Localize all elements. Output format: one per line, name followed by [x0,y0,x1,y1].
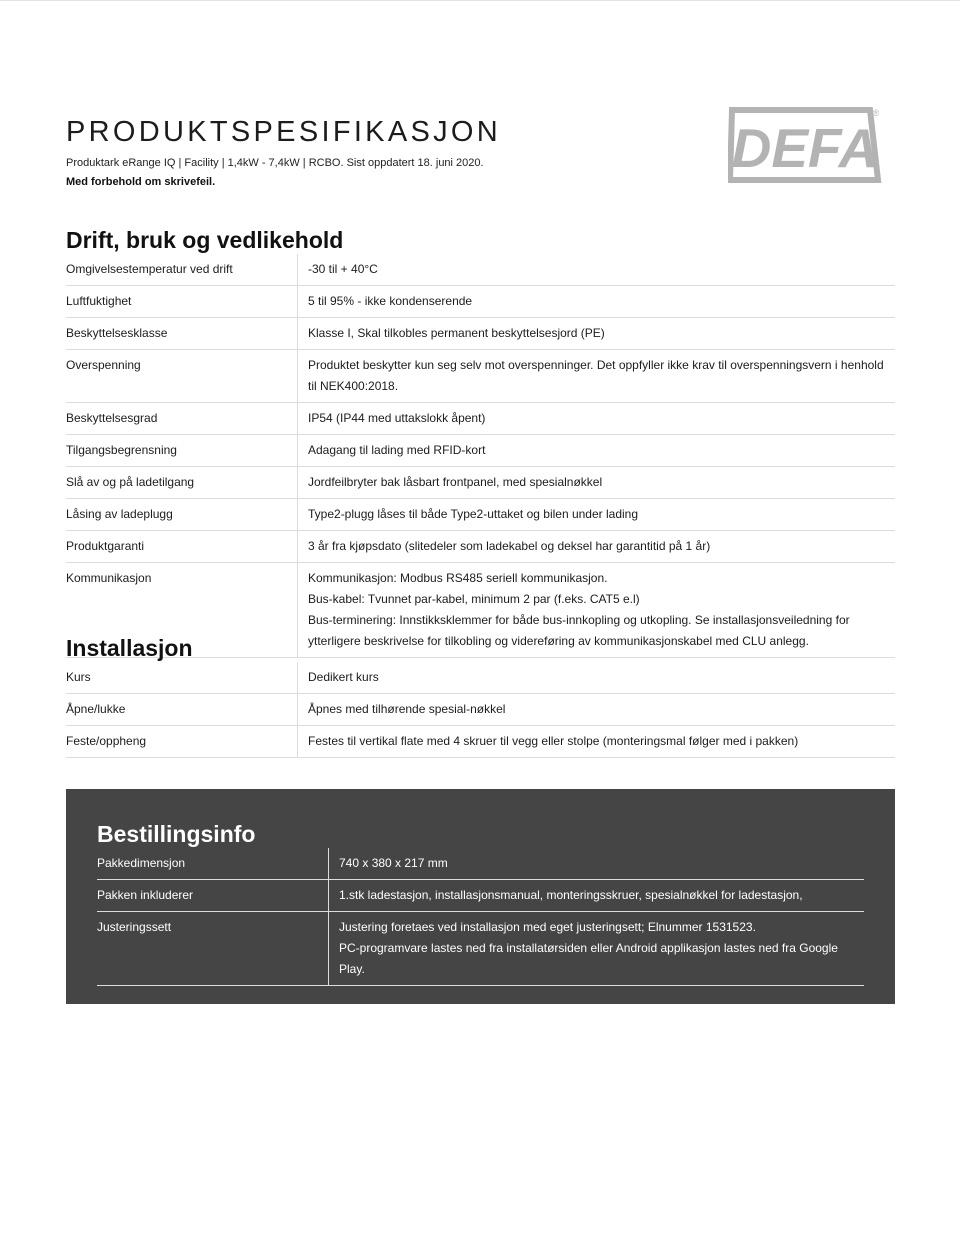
value-line: Festes til vertikal flate med 4 skruer til vegg eller stolpe (monteringsmal følger med i pakken) [308,734,799,748]
value-line: Åpnes med tilhørende spesial-nøkkel [308,702,506,716]
table-row [66,531,895,563]
row-value [297,254,895,285]
product-subtitle: Produktark eRange IQ | Facility | 1,4kW - 7,4kW | RCBO. Sist oppdatert 18. juni 2020. [66,157,484,169]
row-label: Låsing av ladeplugg [66,507,173,521]
value-line: Dedikert kurs [308,670,379,684]
row-value [328,880,864,911]
table-row [97,848,864,880]
value-line: 740 x 380 x 217 mm [339,856,448,870]
table-row [66,254,895,286]
row-value [297,350,895,402]
row-label: Pakken inkluderer [97,888,194,902]
disclaimer: Med forbehold om skrivefeil. [66,176,216,188]
row-label: Justeringssett [97,920,172,934]
row-label: Produktgaranti [66,539,145,553]
table-row [66,694,895,726]
value-line: IP54 (IP44 med uttakslokk åpent) [308,411,486,425]
row-value [297,467,895,498]
value-line: Bus-terminering: Innstikksklemmer for både bus-innkopling og utkopling. Se installasjonsveiledning for ytterligere beskrivelse for tilkobling og videreføring av kommunikasjonskabel med CLU anlegg. [308,613,850,648]
top-rule [0,0,960,1]
row-value [297,662,895,693]
table-row [66,286,895,318]
table-row [66,467,895,499]
row-label: Beskyttelsesgrad [66,411,158,425]
value-line: Justering foretaes ved installasjon med eget justeringsett; Elnummer 1531523. [339,920,756,934]
table-row [66,403,895,435]
row-label: Omgivelsestemperatur ved drift [66,262,233,276]
value-line: -30 til + 40°C [308,262,378,276]
value-line: 5 til 95% - ikke kondenserende [308,294,473,308]
row-label: Åpne/lukke [66,702,126,716]
row-label: Luftfuktighet [66,294,132,308]
table-row [66,350,895,403]
table-row [66,499,895,531]
value-line: Produktet beskytter kun seg selv mot overspenninger. Det oppfyller ikke krav til overspenningsvern i henhold til NEK400:2018. [308,358,884,393]
row-label: Pakkedimensjon [97,856,186,870]
row-label: Beskyttelsesklasse [66,326,168,340]
logo-wordmark: DEFA [731,117,879,179]
spec-table-installasjon [66,662,895,758]
page-title: PRODUKTSPESIFIKASJON [66,116,502,148]
value-line: Jordfeilbryter bak låsbart frontpanel, med spesialnøkkel [308,475,603,489]
section-title-installasjon: Installasjon [66,635,193,661]
row-label: Kommunikasjon [66,571,152,585]
row-label: Slå av og på ladetilgang [66,475,195,489]
row-value [297,286,895,317]
value-line: Kommunikasjon: Modbus RS485 seriell kommunikasjon. [308,571,608,585]
row-label: Feste/oppheng [66,734,147,748]
value-line: Adagang til lading med RFID-kort [308,443,486,457]
value-line: 3 år fra kjøpsdato (slitedeler som ladekabel og deksel har garantitid på 1 år) [308,539,711,553]
row-value [328,848,864,879]
table-row [97,912,864,986]
order-info-title: Bestillingsinfo [97,821,256,847]
table-row [66,318,895,350]
table-row [66,662,895,694]
value-line: Type2-plugg låses til både Type2-uttaket og bilen under lading [308,507,639,521]
table-row [66,435,895,467]
row-label: Overspenning [66,358,141,372]
order-info-table [97,848,864,986]
row-value [297,499,895,530]
row-value [297,318,895,349]
row-value [297,403,895,434]
order-info-panel [66,789,895,1004]
spec-table-drift [66,254,895,658]
value-line: PC-programvare lastes ned fra installatørsiden eller Android applikasjon lastes ned fra Google Play. [339,941,838,976]
registered-mark: ® [872,108,880,118]
value-line: Bus-kabel: Tvunnet par-kabel, minimum 2 par (f.eks. CAT5 e.l) [308,592,640,606]
row-value [297,694,895,725]
row-value [328,912,864,985]
table-row [97,880,864,912]
row-value [297,435,895,466]
defa-logo [728,106,884,184]
value-line: Klasse I, Skal tilkobles permanent beskyttelsesjord (PE) [308,326,605,340]
row-label: Tilgangsbegrensning [66,443,177,457]
row-value [297,563,895,657]
section-title-drift: Drift, bruk og vedlikehold [66,227,344,253]
table-row [66,726,895,758]
value-line: 1.stk ladestasjon, installasjonsmanual, monteringsskruer, spesialnøkkel for ladestasjon, [339,888,803,902]
row-label: Kurs [66,670,91,684]
row-value [297,531,895,562]
row-value [297,726,895,757]
